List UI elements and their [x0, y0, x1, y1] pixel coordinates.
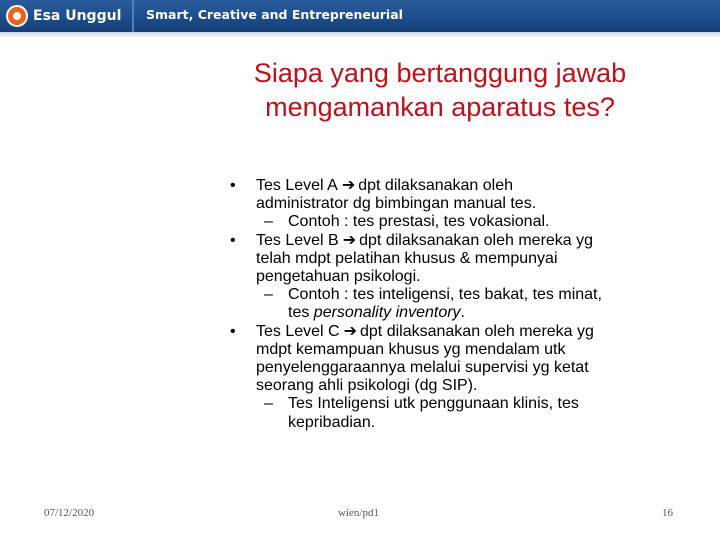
bullet-label: Tes Level A — [256, 177, 338, 194]
logo — [6, 4, 121, 28]
dash-icon: – — [264, 395, 273, 413]
slide-body — [224, 177, 694, 432]
bullet-text: pengetahuan psikologi. — [256, 268, 421, 286]
header-bar — [0, 0, 720, 32]
logo-icon — [6, 5, 28, 27]
logo-text: Esa Unggul — [33, 8, 122, 24]
bullet-text: dpt dilaksanakan oleh mereka yg — [360, 322, 594, 340]
slide-title-line-2: mengamankan aparatus tes? — [265, 92, 615, 122]
bullet-label: Tes Level B — [256, 231, 339, 249]
bullet-icon: • — [230, 177, 236, 194]
dash-icon: – — [264, 286, 273, 304]
bullet-text: mdpt kemampuan khusus yg mendalam utk — [256, 340, 566, 358]
sub-item-level-a — [224, 213, 694, 231]
bullet-level-a — [224, 177, 694, 213]
sub-item-level-c — [224, 395, 694, 431]
sub-item-text: Contoh : tes inteligensi, tes bakat, tes minat, — [288, 286, 602, 304]
page-number: 16 — [662, 507, 673, 519]
bullet-level-c — [224, 323, 694, 396]
footer-date: 07/12/2020 — [44, 507, 95, 519]
bullet-icon: • — [230, 322, 236, 340]
sub-item-text: . — [460, 304, 465, 322]
sub-item-italic-text: personality inventory — [313, 304, 461, 322]
arrow-right-icon: ➔ — [343, 322, 357, 340]
bullet-text: penyelenggaraannya melalui supervisi yg ketat — [256, 359, 589, 377]
footer-center-text: wien/pd1 — [338, 507, 379, 519]
dash-icon: – — [264, 213, 273, 231]
header-shadow — [0, 32, 720, 38]
sub-item-text: Tes Inteligensi utk penggunaan klinis, tes — [288, 395, 579, 413]
sub-item-text: Contoh : tes prestasi, tes vokasional. — [288, 213, 550, 231]
slide-title — [180, 56, 700, 124]
bullet-label: Tes Level C — [256, 322, 340, 340]
slide-title-line-1: Siapa yang bertanggung jawab — [253, 58, 627, 88]
bullet-text: dpt dilaksanakan oleh mereka yg — [359, 231, 594, 249]
bullet-text: telah mdpt pelatihan khusus & mempunyai — [256, 249, 558, 267]
bullet-level-b — [224, 232, 694, 287]
sub-item-text: kepribadian. — [288, 413, 376, 431]
bullet-text: seorang ahli psikologi (dg SIP). — [256, 377, 478, 395]
header-divider — [132, 0, 134, 32]
tagline: Smart, Creative and Entrepreneurial — [146, 7, 403, 22]
bullet-text: administrator dg bimbingan manual tes. — [256, 195, 537, 213]
arrow-right-icon: ➔ — [342, 231, 357, 249]
sub-item-level-b — [224, 286, 694, 322]
sub-item-text: tes — [288, 304, 314, 322]
bullet-text: dpt dilaksanakan oleh — [358, 177, 514, 194]
bullet-icon: • — [230, 231, 236, 249]
arrow-right-icon: ➔ — [341, 177, 356, 194]
